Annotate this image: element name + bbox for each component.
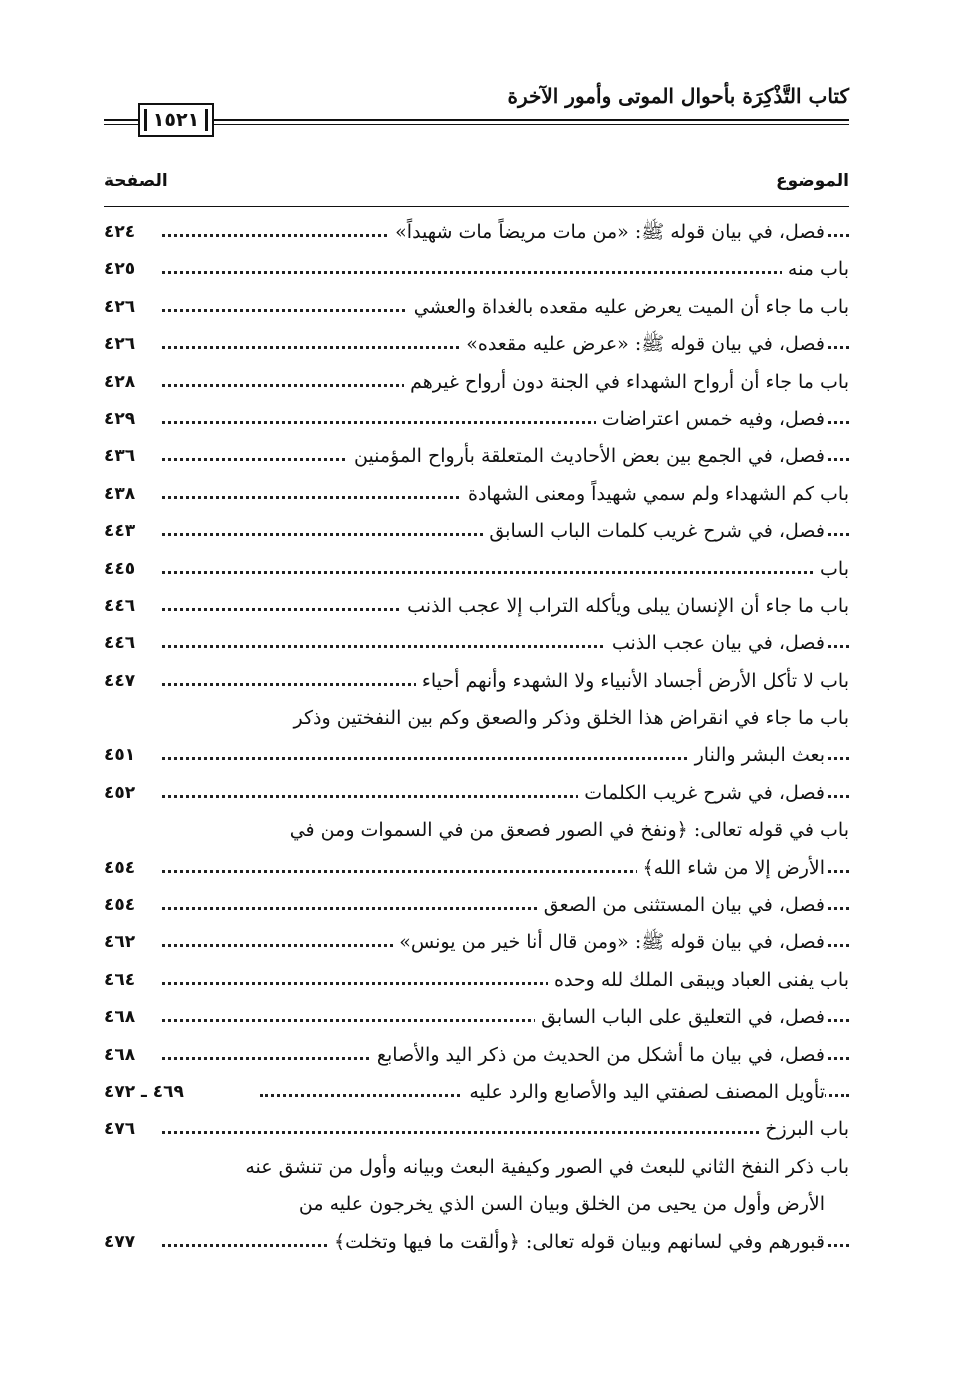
column-heading-page: الصفحة [104, 171, 168, 191]
toc-entry-title: باب في قوله تعالى: ﴿ونفخ في الصور فصعق من في السموات ومن في [290, 812, 849, 849]
toc-entry[interactable] [104, 476, 849, 513]
toc-entry-page: ٤٣٦ [104, 446, 136, 467]
toc-entry-page: ٤٥٤ [104, 895, 136, 916]
toc-entry-line [104, 812, 849, 849]
page-number-box [138, 103, 214, 137]
toc-entry-title: الأرض وأول من يحيى من الخلق وبيان السن الذي يخرجون عليه من [299, 1186, 825, 1223]
running-header-title: كتاب التَّذْكِرَة بأحوال الموتى وأمور الآخرة [507, 84, 849, 108]
toc-entry-line [104, 476, 849, 513]
toc-entry-page: ٤٦٩ ـ ٤٧٢ [104, 1081, 184, 1102]
toc-entry-title: باب ما جاء أن أرواح الشهداء في الجنة دون أرواح غيرهم [404, 364, 849, 401]
toc-entry[interactable] [104, 1074, 849, 1111]
page-number: ١٥٢١ [152, 109, 200, 131]
toc-entry-line [104, 289, 849, 326]
toc-entry-line [104, 1149, 849, 1186]
toc-entry-page: ٤٤٦ [104, 633, 136, 654]
toc-entry-page: ٤٢٨ [104, 371, 136, 392]
toc-entry-title: باب يفنى العباد ويبقى الملك لله وحده [548, 962, 849, 999]
toc-entry[interactable] [104, 625, 849, 662]
toc-entry-line [104, 588, 849, 625]
toc-entry-title: فصل، في بيان قوله ﷺ: «ومن قال أنا خير من يونس» [393, 924, 825, 961]
toc-entry-line [104, 850, 849, 887]
dot-leader [162, 1131, 849, 1134]
toc-entry-line [104, 700, 849, 737]
toc-entry[interactable] [104, 551, 849, 588]
toc-entry-page: ٤٦٢ [104, 932, 136, 953]
toc-entry[interactable] [104, 962, 849, 999]
toc-entry-title: فصل، في شرح غريب كلمات الباب السابق [483, 513, 825, 550]
toc-entry-line [104, 663, 849, 700]
toc-entry-title: فصل، وفيه خمس اعتراضات [596, 401, 825, 438]
dot-leader [162, 571, 849, 574]
toc-entry[interactable] [104, 887, 849, 924]
toc-entry-page: ٤٥٤ [104, 857, 136, 878]
toc-entry-title: باب منه [782, 251, 849, 288]
toc-entry-title: باب ذكر النفخ الثاني للبعث في الصور وكيفية البعث وبيانه وأول من تنشق عنه [245, 1149, 849, 1186]
table-of-contents [104, 214, 849, 1333]
column-heading-topic: الموضوع [776, 171, 849, 191]
toc-entry-title: فصل، في بيان المستثنى من الصعق [538, 887, 825, 924]
toc-entry-page: ٤٦٨ [104, 1044, 136, 1065]
toc-entry-title: فصل، في الجمع بين بعض الأحاديث المتعلقة بأرواح المؤمنين [348, 438, 825, 475]
toc-entry-line [104, 364, 849, 401]
toc-entry-title: الأرض إلا من شاء الله﴾ [637, 850, 826, 887]
toc-entry-page: ٤٤٧ [104, 670, 136, 691]
toc-entry[interactable] [104, 775, 849, 812]
toc-entry-page: ٤٢٦ [104, 334, 136, 355]
dot-leader [162, 271, 849, 274]
toc-entry[interactable] [104, 438, 849, 475]
toc-entry[interactable] [104, 663, 849, 700]
toc-entry-title: باب ما جاء في انقراض هذا الخلق وذكر والصعق وكم بين النفختين وذكر [294, 700, 849, 737]
toc-entry-page: ٤٧٦ [104, 1119, 136, 1140]
toc-entry-line [104, 513, 849, 550]
toc-entry-line [104, 625, 849, 662]
toc-entry-page: ٤٤٣ [104, 521, 136, 542]
toc-entry-line [104, 737, 849, 774]
toc-entry[interactable] [104, 1149, 849, 1261]
toc-entry-page: ٤٤٦ [104, 595, 136, 616]
toc-entry-title: تأويل المصنف لصفتي اليد والأصابع والرد عليه [463, 1074, 825, 1111]
toc-entry-line [104, 999, 849, 1036]
toc-entry-page: ٤٢٩ [104, 408, 136, 429]
toc-entry-line [104, 924, 849, 961]
toc-entry-title: فصل، في بيان عجب الذنب [606, 625, 825, 662]
toc-entry-page: ٤٥١ [104, 745, 136, 766]
toc-entry-title: بعث البشر والنار [689, 737, 825, 774]
toc-entry[interactable] [104, 289, 849, 326]
toc-entry-line [104, 1186, 849, 1223]
toc-entry-line [104, 887, 849, 924]
toc-entry-title: باب لا تأكل الأرض أجساد الأنبياء ولا الشهدء وأنهم أحياء [416, 663, 849, 700]
toc-entry-title: فصل، في بيان قوله ﷺ: «من مات مريضاً مات شهيداً» [389, 214, 825, 251]
toc-entry[interactable] [104, 700, 849, 775]
toc-entry-line [104, 214, 849, 251]
toc-entry[interactable] [104, 326, 849, 363]
toc-entry-line [104, 251, 849, 288]
toc-entry-title: باب البرزخ [759, 1111, 849, 1148]
toc-entry-title: باب [814, 551, 849, 588]
toc-entry-line [104, 1074, 849, 1111]
toc-entry-page: ٤٢٦ [104, 296, 136, 317]
toc-entry-page: ٤٥٢ [104, 782, 136, 803]
toc-entry-title: قبورهم وفي لسانهم وبيان قوله تعالى: ﴿وألقت ما فيها وتخلت﴾ [328, 1224, 825, 1261]
toc-entry[interactable] [104, 588, 849, 625]
toc-entry-line [104, 438, 849, 475]
toc-entry-page: ٤٢٤ [104, 222, 136, 242]
header-rule-thin [104, 124, 849, 125]
toc-entry[interactable] [104, 364, 849, 401]
toc-entry-page: ٤٦٨ [104, 1007, 136, 1028]
toc-entry-title: باب ما جاء أن الإنسان يبلى ويأكله التراب إلا عجب الذنب [401, 588, 849, 625]
toc-entry-page: ٤٧٧ [104, 1231, 136, 1252]
toc-entry[interactable] [104, 812, 849, 887]
toc-entry[interactable] [104, 214, 849, 251]
toc-entry[interactable] [104, 401, 849, 438]
toc-entry-page: ٤٢٥ [104, 259, 136, 280]
toc-entry-page: ٤٤٥ [104, 558, 136, 579]
column-heading-rule [104, 206, 849, 207]
toc-entry-line [104, 401, 849, 438]
toc-entry-line [104, 1037, 849, 1074]
toc-entry-line [104, 775, 849, 812]
toc-entry-line [104, 1224, 849, 1261]
toc-entry-line [104, 551, 849, 588]
toc-entry-line [104, 326, 849, 363]
toc-entry-title: باب كم الشهداء ولم سمي شهيداً ومعنى الشهادة [462, 476, 849, 513]
toc-entry-title: فصل، في شرح غريب الكلمات [578, 775, 825, 812]
toc-entry[interactable] [104, 251, 849, 288]
toc-entry[interactable] [104, 513, 849, 550]
toc-entry-title: فصل، في التعليق على الباب السابق [535, 999, 825, 1036]
toc-entry[interactable] [104, 924, 849, 961]
toc-entry-title: فصل، في بيان قوله ﷺ: «عرض عليه مقعده» [460, 326, 825, 363]
toc-entry[interactable] [104, 999, 849, 1036]
toc-entry[interactable] [104, 1111, 849, 1148]
toc-entry-page: ٤٣٨ [104, 483, 136, 504]
header-rule-thick [104, 119, 849, 121]
toc-entry-line [104, 962, 849, 999]
toc-entry[interactable] [104, 1037, 849, 1074]
toc-entry-title: فصل، في بيان ما أشكل من الحديث من ذكر اليد والأصابع [371, 1037, 825, 1074]
toc-entry-title: باب ما جاء أن الميت يعرض عليه مقعده بالغداة والعشي [408, 289, 849, 326]
toc-entry-page: ٤٦٤ [104, 969, 136, 990]
toc-entry-line [104, 1111, 849, 1148]
